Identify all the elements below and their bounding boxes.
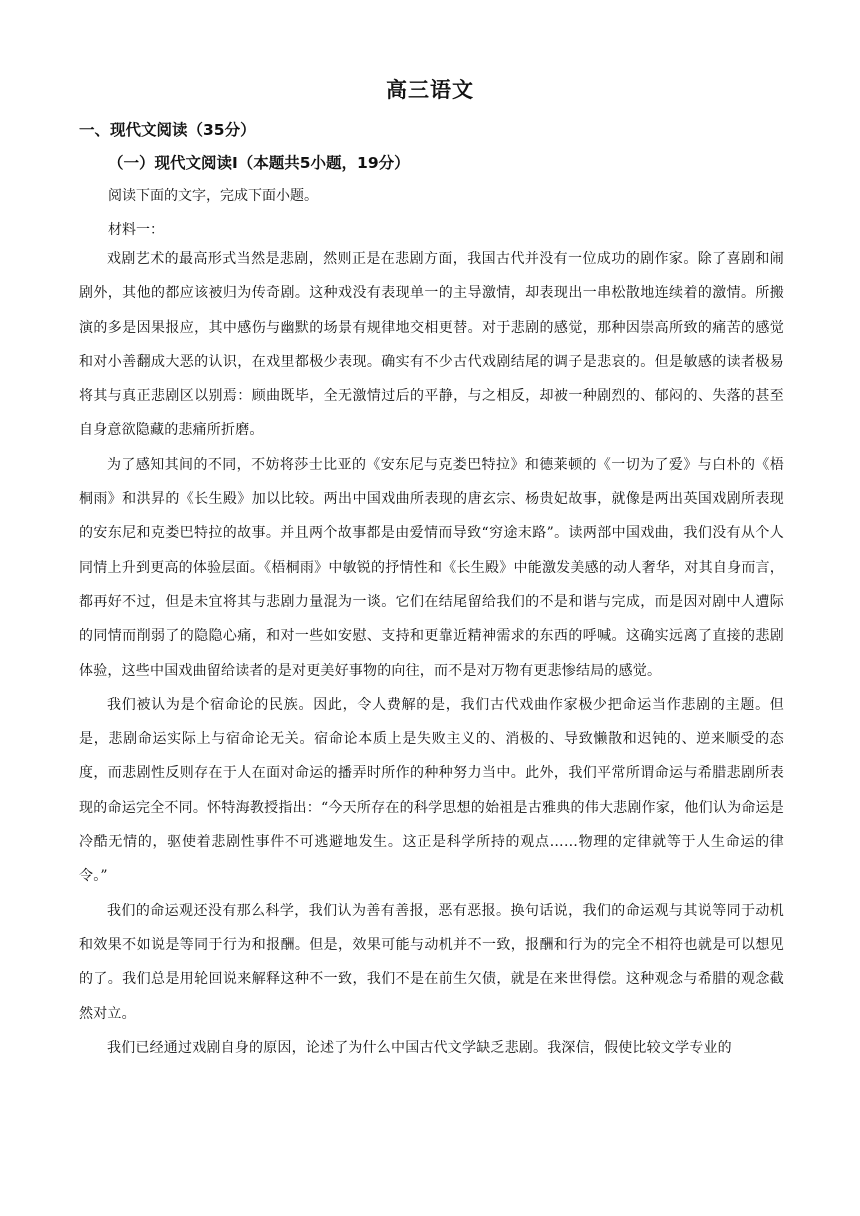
reading-instruction: 阅读下面的文字，完成下面小题。 xyxy=(108,188,318,204)
passage-body xyxy=(79,242,784,1065)
document-title: 高三语文 xyxy=(386,78,474,102)
passage-paragraph-4: 我们的命运观还没有那么科学，我们认为善有善报，恶有恶报。换句话说，我们的命运观与其说等同于动机和效果不如说是等同于行为和报酬。但是，效果可能与动机并不一致，报酬和行为的完全不相符也就是可以想见的了。我们总是用轮回说来解释这种不一致，我们不是在前生欠债，就是在来世得偿。这种观念与希腊的观念截然对立。 xyxy=(79,902,784,1022)
passage-paragraph-1: 戏剧艺术的最高形式当然是悲剧，然则正是在悲剧方面，我国古代并没有一位成功的剧作家。除了喜剧和闹剧外，其他的都应该被归为传奇剧。这种戏没有表现单一的主导激情，却表现出一串松散地连续着的激情。所搬演的多是因果报应，其中感伤与幽默的场景有规律地交相更替。对于悲剧的感觉，那种因崇高所致的痛苦的感觉和对小善翻成大恶的认识，在戏里都极少表现。确实有不少古代戏剧结尾的调子是悲哀的。但是敏感的读者极易将其与真正悲剧区以别焉：顾曲既毕，全无激情过后的平静，与之相反，却被一种剧烈的、郁闷的、失落的甚至自身意欲隐藏的悲痛所折磨。 xyxy=(79,251,784,439)
section-heading: 一、现代文阅读（35分） xyxy=(79,121,256,139)
passage-paragraph-5: 我们已经通过戏剧自身的原因，论述了为什么中国古代文学缺乏悲剧。我深信，假使比较文学专业的 xyxy=(107,1039,732,1056)
sub-section-heading: （一）现代文阅读Ⅰ（本题共5小题，19分） xyxy=(108,154,410,172)
material-label: 材料一： xyxy=(108,222,164,238)
passage-paragraph-2: 为了感知其间的不同，不妨将莎士比亚的《安东尼与克娄巴特拉》和德莱顿的《一切为了爱》与白朴的《梧桐雨》和洪昇的《长生殿》加以比较。两出中国戏曲所表现的唐玄宗、杨贵妃故事，就像是两出英国戏剧所表现的安东尼和克娄巴特拉的故事。并且两个故事都是由爱情而导致“穷途末路”。读两部中国戏曲，我们没有从个人同情上升到更高的体验层面。《梧桐雨》中敏锐的抒情性和《长生殿》中能激发美感的动人奢华，对其自身而言，都再好不过，但是未宜将其与悲剧力量混为一谈。它们在结尾留给我们的不是和谐与完成，而是因对剧中人遭际的同情而削弱了的隐隐心痛，和对一些如安慰、支持和更靠近精神需求的东西的呼喊。这确实远离了直接的悲剧体验，这些中国戏曲留给读者的是对更美好事物的向往，而不是对万物有更悲惨结局的感觉。 xyxy=(79,456,784,679)
passage-paragraph-3: 我们被认为是个宿命论的民族。因此，令人费解的是，我们古代戏曲作家极少把命运当作悲剧的主题。但是，悲剧命运实际上与宿命论无关。宿命论本质上是失败主义的、消极的、导致懒散和迟钝的、逆来顺受的态度，而悲剧性反则存在于人在面对命运的播弄时所作的种种努力当中。此外，我们平常所谓命运与希腊悲剧所表现的命运完全不同。怀特海教授指出：“今天所存在的科学思想的始祖是古雅典的伟大悲剧作家，他们认为命运是冷酷无情的，驱使着悲剧性事件不可逃避地发生。这正是科学所持的观点……物理的定律就等于人生命运的律令。” xyxy=(79,696,784,885)
